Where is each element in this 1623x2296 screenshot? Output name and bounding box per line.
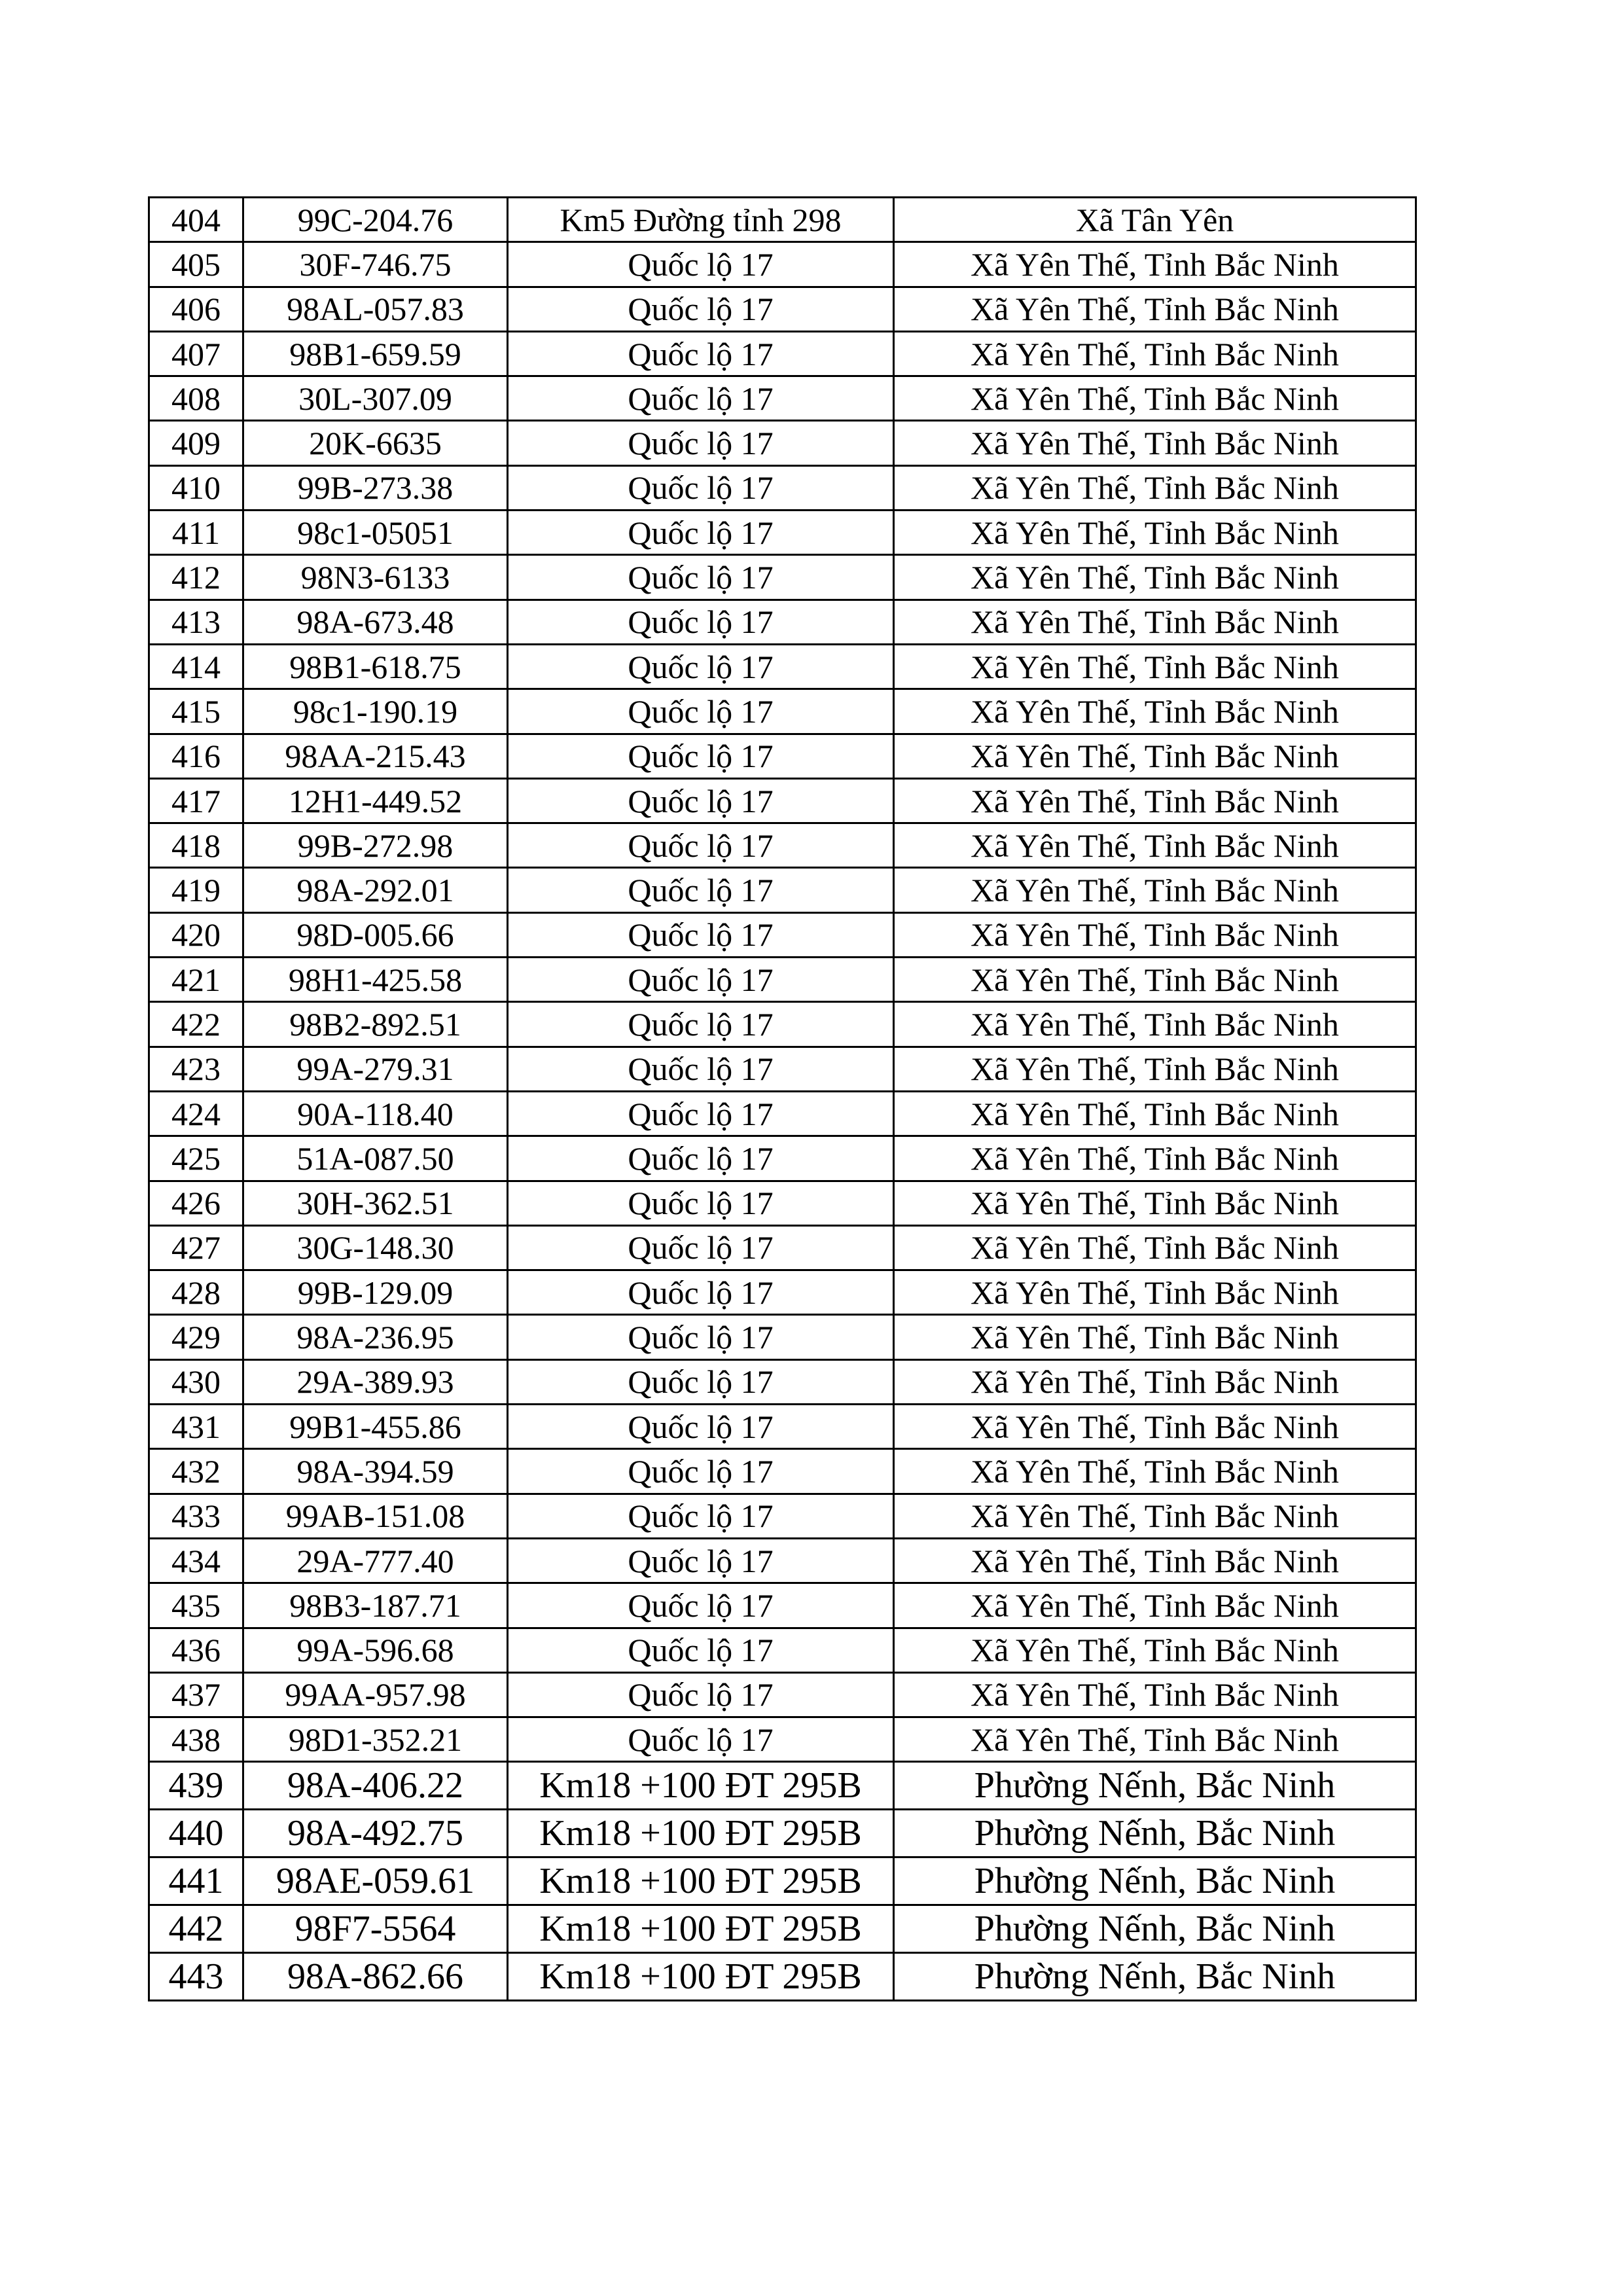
row-number-cell: 423 xyxy=(149,1047,243,1091)
row-number-cell: 442 xyxy=(149,1905,243,1953)
locality-cell: Xã Yên Thế, Tỉnh Bắc Ninh xyxy=(894,421,1416,465)
row-number-cell: 435 xyxy=(149,1583,243,1628)
license-plate-cell: 98A-394.59 xyxy=(243,1449,508,1494)
row-number-cell: 439 xyxy=(149,1762,243,1810)
locality-cell: Phường Nếnh, Bắc Ninh xyxy=(894,1905,1416,1953)
table-row xyxy=(149,555,1416,600)
row-number-cell: 418 xyxy=(149,823,243,868)
violation-place-cell: Quốc lộ 17 xyxy=(508,1405,894,1449)
license-plate-cell: 99A-279.31 xyxy=(243,1047,508,1091)
violation-place-cell: Quốc lộ 17 xyxy=(508,734,894,778)
locality-cell: Xã Yên Thế, Tỉnh Bắc Ninh xyxy=(894,465,1416,510)
table-row xyxy=(149,1405,1416,1449)
table-row xyxy=(149,1905,1416,1953)
table-row xyxy=(149,1857,1416,1905)
locality-cell: Xã Yên Thế, Tỉnh Bắc Ninh xyxy=(894,958,1416,1002)
row-number-cell: 436 xyxy=(149,1628,243,1672)
locality-cell: Xã Yên Thế, Tỉnh Bắc Ninh xyxy=(894,1136,1416,1181)
locality-cell: Xã Yên Thế, Tỉnh Bắc Ninh xyxy=(894,1225,1416,1270)
locality-cell: Xã Yên Thế, Tỉnh Bắc Ninh xyxy=(894,868,1416,912)
table-row xyxy=(149,1538,1416,1583)
license-plate-cell: 98A-492.75 xyxy=(243,1810,508,1857)
row-number-cell: 428 xyxy=(149,1270,243,1315)
violation-table xyxy=(148,196,1417,2001)
table-row xyxy=(149,287,1416,331)
license-plate-cell: 99C-204.76 xyxy=(243,198,508,242)
table-row xyxy=(149,823,1416,868)
violation-place-cell: Quốc lộ 17 xyxy=(508,644,894,689)
row-number-cell: 405 xyxy=(149,242,243,287)
table-row xyxy=(149,868,1416,912)
violation-place-cell: Quốc lộ 17 xyxy=(508,1047,894,1091)
locality-cell: Xã Yên Thế, Tỉnh Bắc Ninh xyxy=(894,600,1416,644)
table-row xyxy=(149,1583,1416,1628)
table-row xyxy=(149,1717,1416,1762)
license-plate-cell: 30H-362.51 xyxy=(243,1181,508,1225)
violation-place-cell: Quốc lộ 17 xyxy=(508,1091,894,1136)
license-plate-cell: 98AE-059.61 xyxy=(243,1857,508,1905)
license-plate-cell: 90A-118.40 xyxy=(243,1091,508,1136)
violation-place-cell: Quốc lộ 17 xyxy=(508,778,894,823)
violation-place-cell: Quốc lộ 17 xyxy=(508,912,894,957)
violation-place-cell: Quốc lộ 17 xyxy=(508,421,894,465)
violation-place-cell: Quốc lộ 17 xyxy=(508,1359,894,1404)
table-row xyxy=(149,1449,1416,1494)
license-plate-cell: 98A-406.22 xyxy=(243,1762,508,1810)
locality-cell: Xã Tân Yên xyxy=(894,198,1416,242)
table-row xyxy=(149,376,1416,421)
table-row xyxy=(149,1628,1416,1672)
violation-place-cell: Quốc lộ 17 xyxy=(508,689,894,734)
violation-place-cell: Km18 +100 ĐT 295B xyxy=(508,1762,894,1810)
violation-place-cell: Quốc lộ 17 xyxy=(508,1136,894,1181)
row-number-cell: 422 xyxy=(149,1002,243,1047)
table-row xyxy=(149,734,1416,778)
row-number-cell: 438 xyxy=(149,1717,243,1762)
locality-cell: Xã Yên Thế, Tỉnh Bắc Ninh xyxy=(894,1672,1416,1717)
table-row xyxy=(149,1810,1416,1857)
violation-place-cell: Quốc lộ 17 xyxy=(508,1225,894,1270)
license-plate-cell: 99AB-151.08 xyxy=(243,1494,508,1538)
row-number-cell: 421 xyxy=(149,958,243,1002)
license-plate-cell: 99A-596.68 xyxy=(243,1628,508,1672)
table-row xyxy=(149,600,1416,644)
license-plate-cell: 98A-862.66 xyxy=(243,1953,508,2001)
locality-cell: Xã Yên Thế, Tỉnh Bắc Ninh xyxy=(894,778,1416,823)
table-row xyxy=(149,1002,1416,1047)
violation-place-cell: Quốc lộ 17 xyxy=(508,1583,894,1628)
table-row xyxy=(149,1136,1416,1181)
row-number-cell: 425 xyxy=(149,1136,243,1181)
license-plate-cell: 98AA-215.43 xyxy=(243,734,508,778)
table-row xyxy=(149,958,1416,1002)
violation-place-cell: Quốc lộ 17 xyxy=(508,1717,894,1762)
violation-place-cell: Quốc lộ 17 xyxy=(508,958,894,1002)
license-plate-cell: 99B-129.09 xyxy=(243,1270,508,1315)
table-row xyxy=(149,1047,1416,1091)
locality-cell: Xã Yên Thế, Tỉnh Bắc Ninh xyxy=(894,823,1416,868)
table-body xyxy=(149,198,1416,2001)
row-number-cell: 417 xyxy=(149,778,243,823)
row-number-cell: 412 xyxy=(149,555,243,600)
license-plate-cell: 99B-273.38 xyxy=(243,465,508,510)
locality-cell: Xã Yên Thế, Tỉnh Bắc Ninh xyxy=(894,1315,1416,1359)
violation-place-cell: Quốc lộ 17 xyxy=(508,465,894,510)
table-row xyxy=(149,912,1416,957)
row-number-cell: 410 xyxy=(149,465,243,510)
table-row xyxy=(149,644,1416,689)
table-row xyxy=(149,511,1416,555)
table-row xyxy=(149,778,1416,823)
row-number-cell: 419 xyxy=(149,868,243,912)
violation-place-cell: Quốc lộ 17 xyxy=(508,376,894,421)
locality-cell: Xã Yên Thế, Tỉnh Bắc Ninh xyxy=(894,1717,1416,1762)
row-number-cell: 404 xyxy=(149,198,243,242)
table-row xyxy=(149,1225,1416,1270)
violation-place-cell: Quốc lộ 17 xyxy=(508,1315,894,1359)
license-plate-cell: 29A-389.93 xyxy=(243,1359,508,1404)
table-row xyxy=(149,1494,1416,1538)
license-plate-cell: 30F-746.75 xyxy=(243,242,508,287)
locality-cell: Xã Yên Thế, Tỉnh Bắc Ninh xyxy=(894,1002,1416,1047)
table-row xyxy=(149,1315,1416,1359)
row-number-cell: 432 xyxy=(149,1449,243,1494)
row-number-cell: 407 xyxy=(149,331,243,376)
row-number-cell: 430 xyxy=(149,1359,243,1404)
row-number-cell: 413 xyxy=(149,600,243,644)
table-row xyxy=(149,1762,1416,1810)
license-plate-cell: 98B1-618.75 xyxy=(243,644,508,689)
row-number-cell: 406 xyxy=(149,287,243,331)
table-row xyxy=(149,331,1416,376)
row-number-cell: 443 xyxy=(149,1953,243,2001)
violation-place-cell: Km18 +100 ĐT 295B xyxy=(508,1857,894,1905)
violation-place-cell: Km18 +100 ĐT 295B xyxy=(508,1905,894,1953)
license-plate-cell: 98B1-659.59 xyxy=(243,331,508,376)
row-number-cell: 433 xyxy=(149,1494,243,1538)
locality-cell: Xã Yên Thế, Tỉnh Bắc Ninh xyxy=(894,1449,1416,1494)
locality-cell: Xã Yên Thế, Tỉnh Bắc Ninh xyxy=(894,1628,1416,1672)
license-plate-cell: 98c1-05051 xyxy=(243,511,508,555)
violation-place-cell: Quốc lộ 17 xyxy=(508,555,894,600)
license-plate-cell: 29A-777.40 xyxy=(243,1538,508,1583)
violation-place-cell: Quốc lộ 17 xyxy=(508,1002,894,1047)
license-plate-cell: 98H1-425.58 xyxy=(243,958,508,1002)
license-plate-cell: 98N3-6133 xyxy=(243,555,508,600)
table-row xyxy=(149,242,1416,287)
license-plate-cell: 12H1-449.52 xyxy=(243,778,508,823)
row-number-cell: 427 xyxy=(149,1225,243,1270)
violation-place-cell: Quốc lộ 17 xyxy=(508,287,894,331)
license-plate-cell: 98F7-5564 xyxy=(243,1905,508,1953)
license-plate-cell: 30G-148.30 xyxy=(243,1225,508,1270)
violation-place-cell: Quốc lộ 17 xyxy=(508,600,894,644)
violation-place-cell: Quốc lộ 17 xyxy=(508,1672,894,1717)
table-row xyxy=(149,1181,1416,1225)
locality-cell: Xã Yên Thế, Tỉnh Bắc Ninh xyxy=(894,555,1416,600)
violation-place-cell: Quốc lộ 17 xyxy=(508,1449,894,1494)
locality-cell: Xã Yên Thế, Tỉnh Bắc Ninh xyxy=(894,1494,1416,1538)
table-row xyxy=(149,689,1416,734)
locality-cell: Xã Yên Thế, Tỉnh Bắc Ninh xyxy=(894,689,1416,734)
license-plate-cell: 98AL-057.83 xyxy=(243,287,508,331)
table-row xyxy=(149,1672,1416,1717)
row-number-cell: 431 xyxy=(149,1405,243,1449)
locality-cell: Xã Yên Thế, Tỉnh Bắc Ninh xyxy=(894,1181,1416,1225)
locality-cell: Xã Yên Thế, Tỉnh Bắc Ninh xyxy=(894,331,1416,376)
violation-place-cell: Km5 Đường tỉnh 298 xyxy=(508,198,894,242)
license-plate-cell: 98A-236.95 xyxy=(243,1315,508,1359)
table-row xyxy=(149,198,1416,242)
locality-cell: Xã Yên Thế, Tỉnh Bắc Ninh xyxy=(894,912,1416,957)
violation-place-cell: Quốc lộ 17 xyxy=(508,1270,894,1315)
locality-cell: Xã Yên Thế, Tỉnh Bắc Ninh xyxy=(894,511,1416,555)
license-plate-cell: 98A-292.01 xyxy=(243,868,508,912)
table-row xyxy=(149,465,1416,510)
locality-cell: Xã Yên Thế, Tỉnh Bắc Ninh xyxy=(894,1270,1416,1315)
row-number-cell: 424 xyxy=(149,1091,243,1136)
violation-place-cell: Quốc lộ 17 xyxy=(508,823,894,868)
table-row xyxy=(149,1953,1416,2001)
locality-cell: Xã Yên Thế, Tỉnh Bắc Ninh xyxy=(894,242,1416,287)
locality-cell: Xã Yên Thế, Tỉnh Bắc Ninh xyxy=(894,734,1416,778)
license-plate-cell: 30L-307.09 xyxy=(243,376,508,421)
violation-place-cell: Quốc lộ 17 xyxy=(508,1538,894,1583)
row-number-cell: 420 xyxy=(149,912,243,957)
violation-place-cell: Quốc lộ 17 xyxy=(508,1494,894,1538)
locality-cell: Xã Yên Thế, Tỉnh Bắc Ninh xyxy=(894,287,1416,331)
locality-cell: Xã Yên Thế, Tỉnh Bắc Ninh xyxy=(894,1583,1416,1628)
row-number-cell: 429 xyxy=(149,1315,243,1359)
table-row xyxy=(149,1091,1416,1136)
license-plate-cell: 98B3-187.71 xyxy=(243,1583,508,1628)
violation-place-cell: Quốc lộ 17 xyxy=(508,868,894,912)
violation-place-cell: Quốc lộ 17 xyxy=(508,331,894,376)
row-number-cell: 408 xyxy=(149,376,243,421)
license-plate-cell: 51A-087.50 xyxy=(243,1136,508,1181)
row-number-cell: 416 xyxy=(149,734,243,778)
violation-place-cell: Km18 +100 ĐT 295B xyxy=(508,1953,894,2001)
license-plate-cell: 99AA-957.98 xyxy=(243,1672,508,1717)
locality-cell: Xã Yên Thế, Tỉnh Bắc Ninh xyxy=(894,1359,1416,1404)
violation-place-cell: Quốc lộ 17 xyxy=(508,1628,894,1672)
row-number-cell: 426 xyxy=(149,1181,243,1225)
locality-cell: Phường Nếnh, Bắc Ninh xyxy=(894,1762,1416,1810)
locality-cell: Phường Nếnh, Bắc Ninh xyxy=(894,1857,1416,1905)
locality-cell: Xã Yên Thế, Tỉnh Bắc Ninh xyxy=(894,644,1416,689)
license-plate-cell: 98D1-352.21 xyxy=(243,1717,508,1762)
table-row xyxy=(149,421,1416,465)
row-number-cell: 414 xyxy=(149,644,243,689)
row-number-cell: 437 xyxy=(149,1672,243,1717)
locality-cell: Phường Nếnh, Bắc Ninh xyxy=(894,1953,1416,2001)
locality-cell: Xã Yên Thế, Tỉnh Bắc Ninh xyxy=(894,1538,1416,1583)
license-plate-cell: 99B-272.98 xyxy=(243,823,508,868)
row-number-cell: 441 xyxy=(149,1857,243,1905)
locality-cell: Xã Yên Thế, Tỉnh Bắc Ninh xyxy=(894,1405,1416,1449)
license-plate-cell: 98D-005.66 xyxy=(243,912,508,957)
row-number-cell: 411 xyxy=(149,511,243,555)
table-row xyxy=(149,1270,1416,1315)
violation-place-cell: Quốc lộ 17 xyxy=(508,242,894,287)
violation-place-cell: Quốc lộ 17 xyxy=(508,511,894,555)
row-number-cell: 415 xyxy=(149,689,243,734)
violation-place-cell: Km18 +100 ĐT 295B xyxy=(508,1810,894,1857)
license-plate-cell: 98B2-892.51 xyxy=(243,1002,508,1047)
locality-cell: Phường Nếnh, Bắc Ninh xyxy=(894,1810,1416,1857)
locality-cell: Xã Yên Thế, Tỉnh Bắc Ninh xyxy=(894,1047,1416,1091)
locality-cell: Xã Yên Thế, Tỉnh Bắc Ninh xyxy=(894,376,1416,421)
locality-cell: Xã Yên Thế, Tỉnh Bắc Ninh xyxy=(894,1091,1416,1136)
license-plate-cell: 98A-673.48 xyxy=(243,600,508,644)
violation-place-cell: Quốc lộ 17 xyxy=(508,1181,894,1225)
license-plate-cell: 98c1-190.19 xyxy=(243,689,508,734)
table-row xyxy=(149,1359,1416,1404)
license-plate-cell: 20K-6635 xyxy=(243,421,508,465)
row-number-cell: 409 xyxy=(149,421,243,465)
row-number-cell: 440 xyxy=(149,1810,243,1857)
row-number-cell: 434 xyxy=(149,1538,243,1583)
license-plate-cell: 99B1-455.86 xyxy=(243,1405,508,1449)
